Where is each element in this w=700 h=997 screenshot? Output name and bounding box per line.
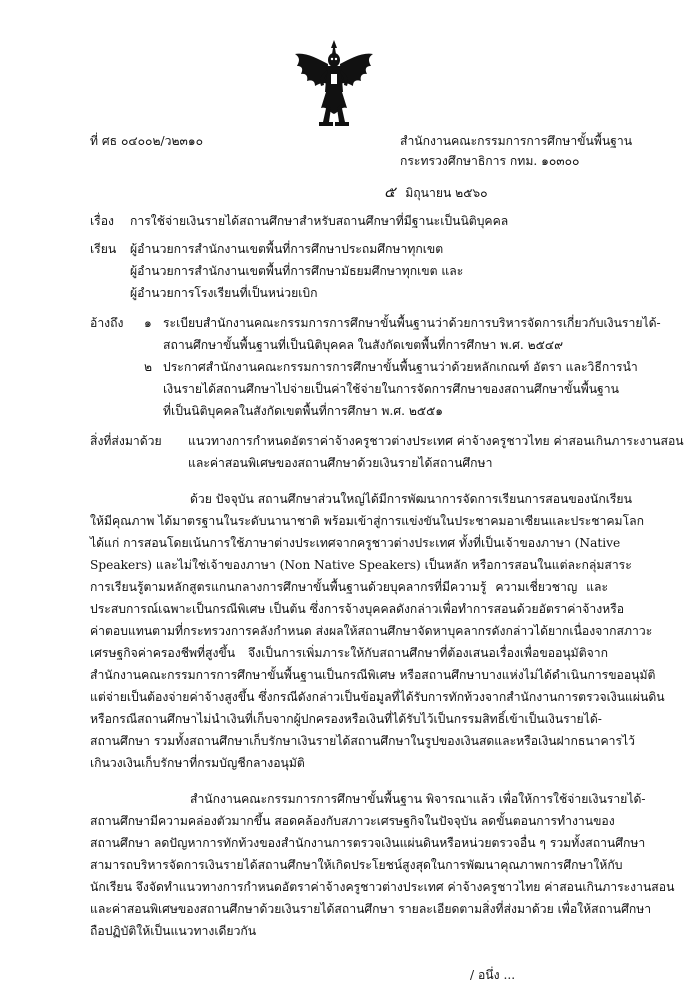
office-address: กระทรวงศึกษาธิการ กทม. ๑๐๓๐๐ <box>400 154 580 168</box>
body-line: สถานศึกษามีความคล่องตัวมากขึ้น สอดคล้องกับสภาวะเศรษฐกิจในปัจจุบัน ลดขั้นตอนการทำงานของ <box>90 814 615 828</box>
body-line: หรือกรณีสถานศึกษาไม่นำเงินที่เก็บจากผู้ปกครองหรือเงินที่ได้รับไว้เป็นกรรมสิทธิ์เข้าเป็นเงินรายได้- <box>90 712 602 726</box>
enclosure-line: แนวทางการกำหนดอัตราค่าจ้างครูชาวต่างประเทศ ค่าจ้างครูชาวไทย ค่าสอนเกินภาระงานสอน <box>188 434 684 448</box>
body-line: ถือปฏิบัติให้เป็นแนวทางเดียวกัน <box>90 924 257 938</box>
body-line: สถานศึกษา ลดปัญหาการทักท้วงของสำนักงานการตรวจเงินแผ่นดินหรือหน่วยตรวจอื่น ๆ รวมทั้งสถานศึกษา <box>90 836 646 850</box>
date-month-year: มิถุนายน ๒๕๖๐ <box>405 186 488 200</box>
office-name: สำนักงานคณะกรรมการการศึกษาขั้นพื้นฐาน <box>400 134 633 148</box>
continuation-marker: / อนึ่ง ... <box>470 968 516 982</box>
reference-line: ระเบียบสำนักงานคณะกรรมการการศึกษาขั้นพื้นฐานว่าด้วยการบริหารจัดการเกี่ยวกับเงินรายได้- <box>163 316 661 330</box>
recipient-line: ผู้อำนวยการสำนักงานเขตพื้นที่การศึกษาประถมศึกษาทุกเขต <box>130 242 444 256</box>
body-line: Speakers) และไม่ใช่เจ้าของภาษา (Non Native Speakers) เป็นหลัก หรือการสอนในแต่ละกลุ่มสาระ <box>90 558 632 572</box>
body-line: เกินวงเงินเก็บรักษาที่กรมบัญชีกลางอนุมัติ <box>90 756 305 770</box>
body-line: ได้แก่ การสอนโดยเน้นการใช้ภาษาต่างประเทศจากครูชาวต่างประเทศ ทั้งที่เป็นเจ้าของภาษา (Native <box>90 536 621 550</box>
enclosure-line: และค่าสอนพิเศษของสถานศึกษาด้วยเงินรายได้สถานศึกษา <box>188 456 493 470</box>
body-line: ด้วย ปัจจุบัน สถานศึกษาส่วนใหญ่ได้มีการพัฒนาการจัดการเรียนการสอนของนักเรียน <box>190 492 632 506</box>
body-line: สามารถบริหารจัดการเงินรายได้สถานศึกษาให้เกิดประโยชน์สูงสุดในการพัฒนาคุณภาพการศึกษาให้กับ <box>90 858 623 872</box>
reference-line: เงินรายได้สถานศึกษาไปจ่ายเป็นค่าใช้จ่ายในการจัดการศึกษาของสถานศึกษาขั้นพื้นฐาน <box>163 382 619 396</box>
body-line: การเรียนรู้ตามหลักสูตรแกนกลางการศึกษาขั้นพื้นฐานด้วยบุคลากรที่มีความรู้ ความเชี่ยวชาญ และ <box>90 580 608 594</box>
document-date <box>384 180 488 204</box>
reference-line: สถานศึกษาขั้นพื้นฐานที่เป็นนิติบุคคล ในสังกัดเขตพื้นที่การศึกษา พ.ศ. ๒๕๔๙ <box>163 338 564 352</box>
enclosure-label: สิ่งที่ส่งมาด้วย <box>90 434 162 448</box>
date-day: ๕ <box>384 183 396 201</box>
subject-text: การใช้จ่ายเงินรายได้สถานศึกษาสำหรับสถานศึกษาที่มีฐานะเป็นนิติบุคคล <box>130 214 509 228</box>
reference-label: อ้างถึง <box>90 316 124 330</box>
recipient-line: ผู้อำนวยการสำนักงานเขตพื้นที่การศึกษามัธยมศึกษาทุกเขต และ <box>130 264 464 278</box>
body-line: สถานศึกษา รวมทั้งสถานศึกษาเก็บรักษาเงินรายได้สถานศึกษาในรูปของเงินสดและหรือเงินฝากธนาคารไว้ <box>90 734 636 748</box>
body-line: ให้มีคุณภาพ ได้มาตรฐานในระดับนานาชาติ พร้อมเข้าสู่การแข่งขันในประชาคมอาเซียนและประชาคมโลก <box>90 514 644 528</box>
body-line: สำนักงานคณะกรรมการการศึกษาขั้นพื้นฐานเป็นกรณีพิเศษ หรือสถานศึกษาบางแห่งไม่ได้ดำเนินการขออนุมัติ <box>90 668 656 682</box>
body-line: ประสบการณ์เฉพาะเป็นกรณีพิเศษ เป็นต้น ซึ่งการจ้างบุคคลดังกล่าวเพื่อทำการสอนด้วยอัตราค่าจ้างหรือ <box>90 602 625 616</box>
body-line: และค่าสอนพิเศษของสถานศึกษาด้วยเงินรายได้สถานศึกษา รายละเอียดตามสิ่งที่ส่งมาด้วย เพื่อให้สถานศึกษา <box>90 902 652 916</box>
body-line: สำนักงานคณะกรรมการการศึกษาขั้นพื้นฐาน พิจารณาแล้ว เพื่อให้การใช้จ่ายเงินรายได้- <box>190 792 646 806</box>
subject-label: เรื่อง <box>90 214 114 228</box>
body-line: ค่าตอบแทนตามที่กระทรวงการคลังกำหนด ส่งผลให้สถานศึกษาจัดหาบุคลากรดังกล่าวได้ยากเนื่องจากสภาวะ <box>90 624 653 638</box>
reference-number: ๑ <box>144 316 152 330</box>
garuda-emblem-icon <box>293 40 375 126</box>
reference-line: ที่เป็นนิติบุคคลในสังกัดเขตพื้นที่การศึกษา พ.ศ. ๒๕๕๑ <box>163 404 444 418</box>
recipient-line: ผู้อำนวยการโรงเรียนที่เป็นหน่วยเบิก <box>130 286 318 300</box>
body-line: นักเรียน จึงจัดทำแนวทางการกำหนดอัตราค่าจ้างครูชาวต่างประเทศ ค่าจ้างครูชาวไทย ค่าสอนเกินภาระงานสอน <box>90 880 675 894</box>
body-line: แต่จ่ายเป็นต้องจ่ายค่าจ้างสูงขึ้น ซึ่งกรณีดังกล่าวเป็นข้อมูลที่ได้รับการทักท้วงจากสำนักงานการตรวจเงินแผ่นดิน <box>90 690 665 704</box>
document-number: ที่ ศธ ๐๔๐๐๒/ว๒๓๑๐ <box>90 134 204 148</box>
reference-number: ๒ <box>144 360 153 374</box>
reference-line: ประกาศสำนักงานคณะกรรมการการศึกษาขั้นพื้นฐานว่าด้วยหลักเกณฑ์ อัตรา และวิธีการนำ <box>163 360 638 374</box>
recipient-label: เรียน <box>90 242 117 256</box>
body-line: เศรษฐกิจค่าครองชีพที่สูงขึ้น จึงเป็นการเพิ่มภาระให้กับสถานศึกษาที่ต้องเสนอเรื่องเพื่อขออนุมัติจาก <box>90 646 608 660</box>
